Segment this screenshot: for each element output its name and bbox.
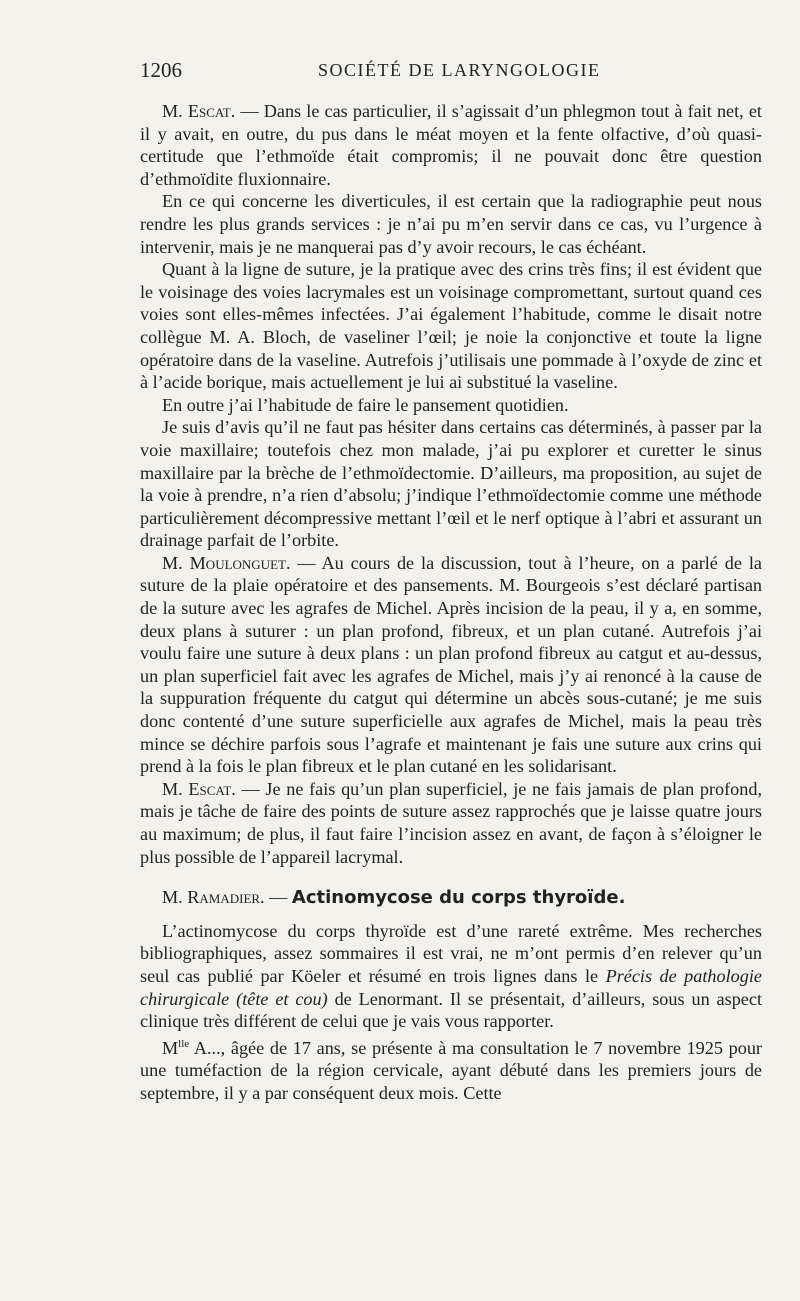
body-text bbox=[140, 100, 762, 1105]
book-title: Précis de pathologie chirurgicale (tête et cou) bbox=[140, 965, 762, 1009]
honorific: M bbox=[162, 1037, 179, 1058]
running-title: SOCIÉTÉ DE LARYNGOLOGIE bbox=[318, 60, 601, 80]
paragraph bbox=[140, 190, 762, 258]
speaker-name: M. Moulonguet. bbox=[162, 552, 291, 573]
paragraph bbox=[140, 258, 762, 394]
paragraph bbox=[140, 100, 762, 190]
speaker-name: M. Escat. bbox=[162, 101, 236, 121]
paragraph-text: — Je ne fais qu’un plan superficiel, je ne fais jamais de plan profond, mais je tâche de faire des points de suture assez rapprochés que je laisse quatre jours au maximum; de plus, il faut faire l’incision assez en avant, de façon à s’éloigner le plus possible de l’appareil lacrymal. bbox=[140, 778, 762, 867]
paragraph bbox=[140, 394, 762, 417]
paragraph-text: L’actinomycose du corps thyroïde est d’une rareté extrême. Mes recherches bibliographiques, assez sommaires il est vrai, ne m’ont permis d’en relever qu’un seul cas publié par Köeler et résumé en trois lignes dans le bbox=[140, 920, 762, 986]
paragraph-text: En outre j’ai l’habitude de faire le pansement quotidien. bbox=[162, 394, 569, 415]
paragraph-text: En ce qui concerne les diverticules, il est certain que la radiographie peut nous rendre les plus grands services : je n’ai pu m’en servir dans ce cas, vu l’urgence à intervenir, mais je ne manquerai pas d’y avoir recours, le cas échéant. bbox=[140, 191, 762, 257]
page-header bbox=[140, 58, 760, 88]
paragraph bbox=[140, 552, 762, 778]
paragraph-text: A..., âgée de 17 ans, se présente à ma consultation le 7 novembre 1925 pour une tuméfaction de la région cervicale, ayant débuté dans les premiers jours de septembre, il y a par conséquent deux mois. Cette bbox=[140, 1037, 762, 1103]
paragraph-text: — Dans le cas particulier, il s’agissait d’un phlegmon tout à fait net, et il y avait, en outre, du pus dans le méat moyen et la fente olfactive, d’où quasi-certitude que l’ethmoïde était compromis; il ne pouvait donc être question d’ethmoïdite fluxionnaire. bbox=[140, 101, 762, 189]
paragraph-text: — Au cours de la discussion, tout à l’heure, on a parlé de la suture de la plaie opératoire et des pansements. M. Bourgeois s’est déclaré partisan de la suture avec les agrafes de Michel. Après incision de la peau, il y a, en somme, deux plans à suturer : un plan profond, fibreux, et un plan cutané. Autrefois j’ai voulu faire une suture à deux plans : un plan profond fibreux au catgut et au-dessus, un plan superficiel fait avec les agrafes de Michel, mais j’y ai renoncé à la cause de la suppuration fréquente du catgut qui détermine un abcès sous-cutané; je me suis donc contenté d’une suture superficielle aux agrafes de Michel, mais la peau très mince se déchire parfois sous l’agrafe et maintenant je fais une suture aux crins qui prend à la fois le plan fibreux et le plan cutané en les solidarisant. bbox=[140, 552, 762, 777]
paragraph bbox=[140, 1033, 762, 1105]
section-separator: — bbox=[264, 887, 292, 908]
section-title: Actinomycose du corps thyroïde. bbox=[291, 887, 626, 909]
paragraph-text: Quant à la ligne de suture, je la pratique avec des crins très fins; il est évident que le voisinage des voies lacrymales est un voisinage compromettant, surtout quand ces voies sont elles-mêmes infectées. J’ai également l’habitude, comme le disait notre collègue M. A. Bloch, de vaseliner l’œil; je noie la conjonctive et toute la ligne opératoire dans de la vaseline. Autrefois j’utilisais une pommade à l’oxyde de zinc et à l’acide borique, mais actuellement je lui ai substitué la vaseline. bbox=[140, 259, 762, 393]
speaker-name: M. Escat. bbox=[162, 778, 236, 799]
honorific-superscript: lle bbox=[178, 1037, 190, 1050]
paragraph-text: de Lenormant. Il se présentait, d’ailleurs, sous un aspect clinique très différent de celui que je vais vous rapporter. bbox=[140, 988, 762, 1032]
section-author: M. Ramadier. bbox=[162, 887, 265, 908]
paragraph-text: Je suis d’avis qu’il ne faut pas hésiter dans certains cas déterminés, à passer par la voie maxillaire; toutefois chez mon malade, j’ai pu explorer et curetter le sinus maxillaire par la brèche de l’ethmoïdectomie. D’ailleurs, ma proposition, au sujet de la voie à prendre, n’a rien d’absolu; j’indique l’ethmoïdectomie comme une méthode particulièrement décompressive mettant l’œil et le nerf optique à l’abri et assurant un drainage parfait de l’orbite. bbox=[140, 417, 762, 551]
paragraph bbox=[140, 778, 762, 868]
paragraph bbox=[140, 416, 762, 552]
paragraph bbox=[140, 920, 762, 1033]
page-number: 1206 bbox=[140, 58, 182, 82]
section-heading bbox=[140, 886, 762, 910]
